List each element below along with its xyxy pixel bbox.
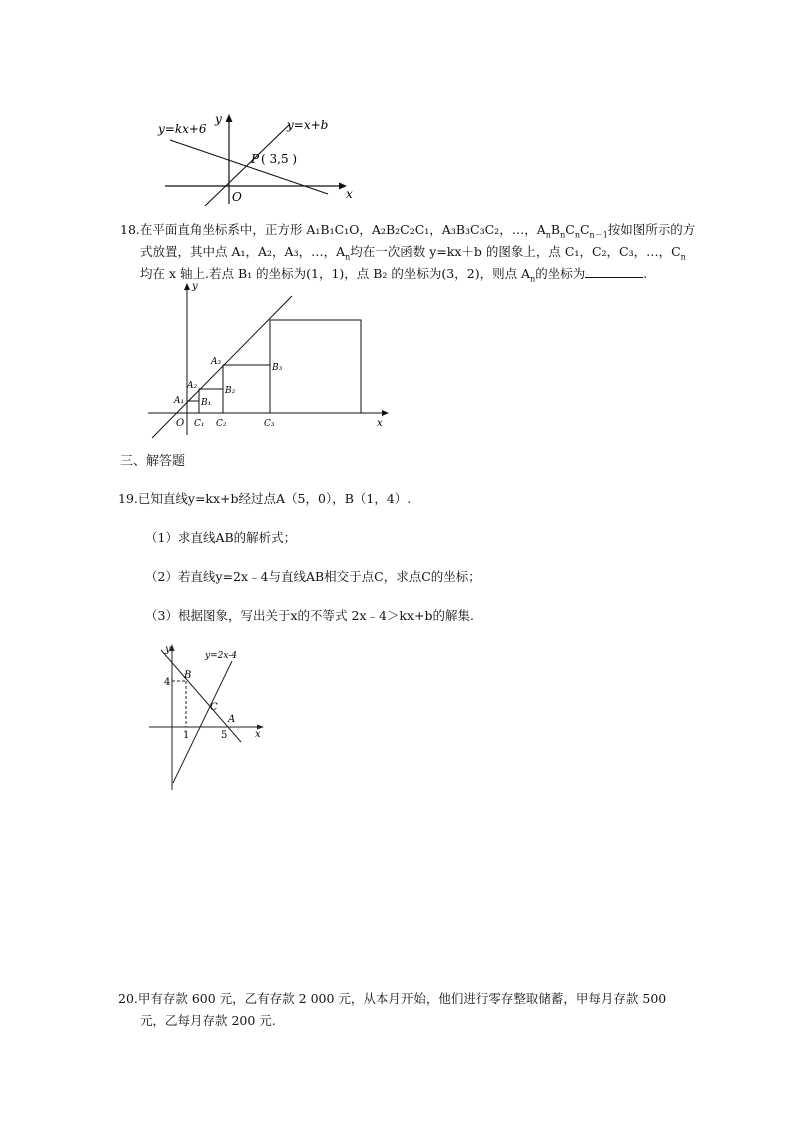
q18-line2-a: 式放置，其中点 A₁，A₂，A₃，…，A	[140, 244, 346, 259]
q18-fig-C2: C₂	[216, 419, 227, 429]
section3-title: 三、解答题	[120, 454, 186, 469]
q18-fig-C3: C₃	[264, 419, 275, 429]
q18-C2: C	[579, 222, 590, 237]
q19-fig-line-label: y=2x-4	[205, 651, 238, 661]
q20-line1: 20.甲有存款 600 元，乙有存款 2 000 元，从本月开始，他们进行零存整取储蓄，甲每月存款 500	[118, 991, 667, 1006]
q17-point-P: P	[251, 152, 260, 166]
q19-part1: （1）求直线AB的解析式；	[145, 530, 297, 545]
q18-fig-C1: C₁	[194, 419, 205, 429]
q18-fig-A3: A₃	[211, 357, 222, 367]
q18-number: 18.	[120, 222, 140, 237]
q18-line1	[120, 224, 695, 240]
q18-square-4	[270, 320, 361, 413]
q20-line2: 元，乙每月存款 200 元.	[140, 1013, 276, 1028]
q19-part2: （2）若直线y=2x﹣4与直线AB相交于点C，求点C的坐标；	[145, 569, 481, 584]
q18-line	[152, 296, 292, 438]
q18-figure	[140, 280, 400, 440]
q19-fig-A: A	[228, 714, 236, 725]
q18-square-1	[187, 401, 199, 413]
q18-C: C	[565, 222, 575, 237]
q17-point-coords: ( 3,5 )	[261, 152, 298, 166]
q19-fig-4: 4	[164, 677, 171, 688]
q18-line3-b: 的坐标为	[535, 266, 586, 281]
q18-sub: n	[345, 252, 351, 262]
q19-fig-5: 5	[221, 730, 228, 741]
q17-x-label: x	[346, 187, 353, 201]
q18-line3-end: .	[643, 266, 648, 281]
q19-fig-x: x	[255, 729, 261, 740]
q18-sub: n	[545, 230, 551, 240]
q18-sub: n	[560, 230, 566, 240]
q17-y-arrow	[226, 114, 233, 122]
q19-fig-C: C	[210, 702, 218, 713]
q18-x-arrow	[382, 410, 389, 416]
q19-fig-B: B	[184, 670, 192, 681]
q17-figure	[150, 108, 360, 208]
q18-fig-B3: B₃	[272, 363, 283, 373]
q19-stem: 19.已知直线y=kx+b经过点A（5，0），B（1，4）.	[118, 491, 412, 506]
q18-line1-a: 在平面直角坐标系中，正方形 A₁B₁C₁O，A₂B₂C₂C₁，A₃B₃C₃C₂，…，A	[139, 222, 546, 237]
q18-answer-blank[interactable]	[585, 267, 643, 278]
q18-y-arrow	[184, 283, 190, 290]
q18-fig-O: O	[176, 418, 185, 429]
q18-fig-y: y	[192, 281, 198, 292]
q18-sub: n	[574, 230, 580, 240]
q18-line1-b: 按如图所示的方	[607, 222, 696, 237]
q17-origin: O	[232, 190, 242, 204]
q17-y-label: y	[215, 112, 222, 126]
q18-fig-A1: A₁	[174, 396, 185, 406]
q18-fig-B1: B₁	[201, 398, 212, 408]
q19-part3: （3）根据图象，写出关于x的不等式 2x﹣4＞kx+b的解集.	[145, 608, 475, 623]
q19-figure	[145, 638, 275, 793]
q18-sub: n	[680, 252, 686, 262]
q18-fig-x: x	[377, 418, 383, 429]
q19-line-AB	[161, 650, 241, 742]
q18-sub: n	[530, 274, 536, 284]
q17-label-xb: y=x+b	[287, 118, 329, 132]
q18-fig-A2: A₂	[187, 381, 198, 391]
q18-line2-b: 均在一次函数 y=kx＋b 的图象上，点 C₁，C₂，C₃，…，C	[350, 244, 681, 259]
q18-sub: n－1	[589, 230, 608, 240]
q19-fig-1: 1	[183, 730, 190, 741]
q17-label-kx6: y=kx+6	[158, 122, 207, 136]
q18-fig-B2: B₂	[225, 386, 236, 396]
q18-line2	[140, 246, 686, 262]
q18-line3-a: 均在 x 轴上.若点 B₁ 的坐标为(1，1)，点 B₂ 的坐标为(3，2)，则点 A	[140, 266, 531, 281]
q18-B: B	[550, 222, 561, 237]
q19-fig-y: y	[165, 644, 171, 655]
